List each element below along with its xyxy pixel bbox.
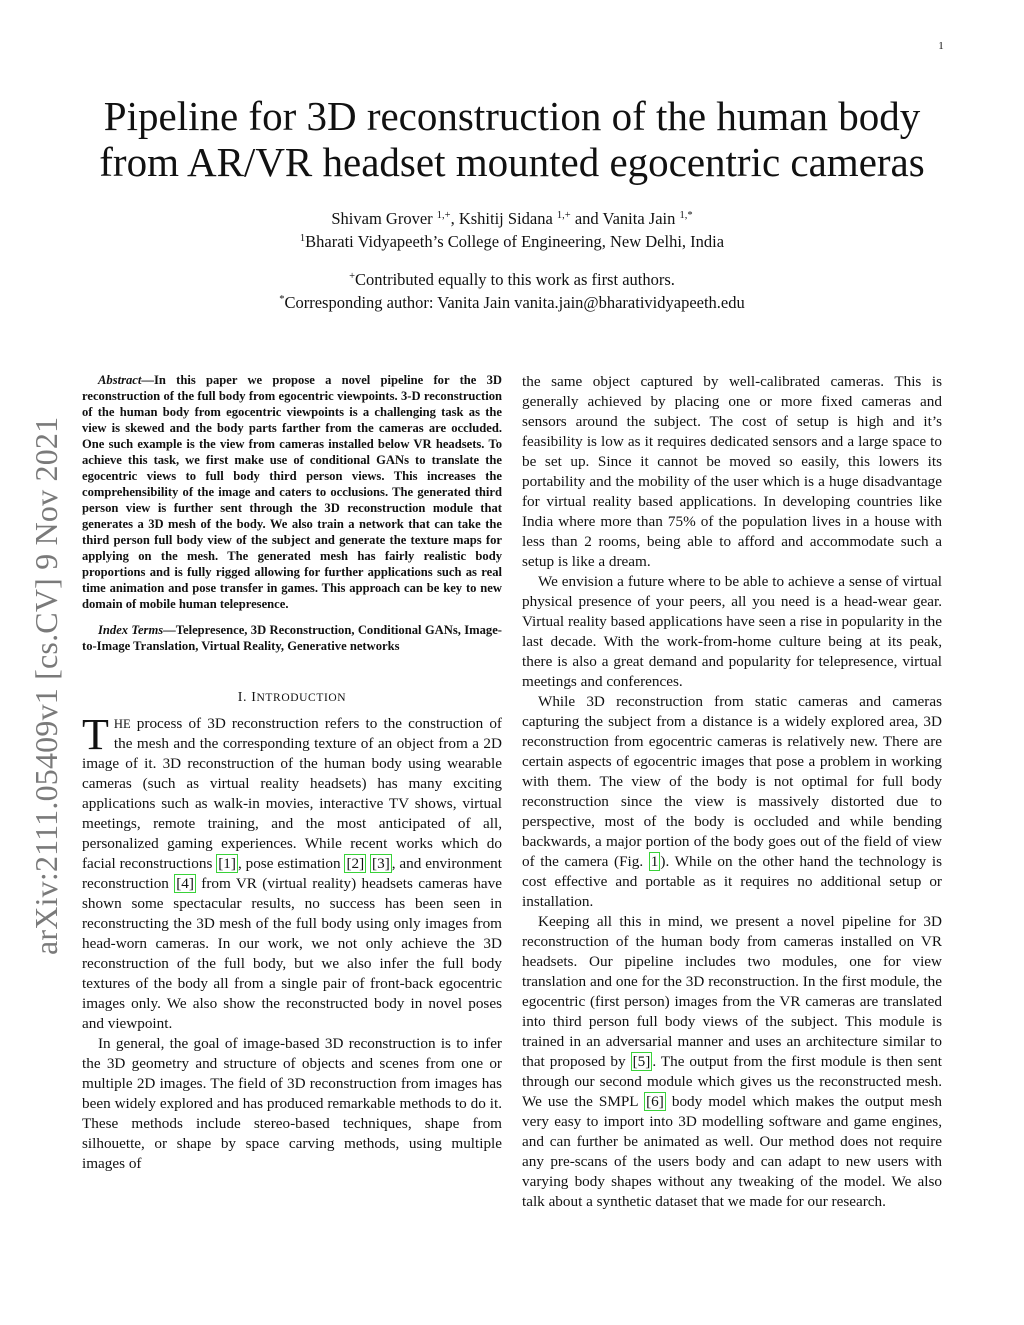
author-notes	[0, 268, 1024, 314]
affiliation: $^1$Bharati Vidyapeeth’s College of Engineering, New Delhi, India	[299, 232, 725, 251]
left-column	[82, 372, 502, 1174]
citation-link[interactable]: [5]	[632, 1053, 651, 1070]
right-paragraph-1: the same object captured by well-calibrated cameras. This is generally achieved by placing one or more fixed cameras and sensors around the subject. The cost of setup is high and it’s feasibility is low as it requires dedicated sensors and a large space to be set up. Since it cannot be moved so easily, this lowers its portability and the mobility of the user which is a huge disadvantage for virtual reality based applications. In developing countries like India where more than 75% of the population lives in a house with less than 2 rooms, being able to afford and accommodate such a setup is like a dream.	[522, 373, 942, 570]
citation-link[interactable]: [2]	[346, 855, 365, 872]
abstract	[82, 372, 502, 612]
intro-paragraph-1: THE process of 3D reconstruction refers to the construction of the mesh and the corresponding texture of an object from a 2D image of it. 3D reconstruction of the human body using wearable cameras (such as virtual reality headsets) has many exciting applications such as walk-in movies, interactive TV shows, virtual meetings, remote training, and the most anticipated of all, personalized gaming experiences. While recent works which do facial reconstructions [1] , pose estimation [2] [3] , and environment reconstruction [4] from VR (virtual reality) headsets cameras have shown some spectacular results, no success has been seen in reconstructing the 3D mesh of the full body using only images from head-worn cameras. In our work, we not only achieve the 3D reconstruction of the full body, but we also infer the full body textures of the body all from a single pair of front-back egocentric images only. We also show the reconstructed body in novel poses and viewpoint.	[82, 710, 502, 1032]
drop-cap: T	[82, 710, 109, 759]
index-terms-label: Index Terms	[98, 623, 164, 637]
abstract-text: —In this paper we propose a novel pipeline for the 3D reconstruction of the full body from egocentric viewpoints. 3-D reconstruction of the human body from egocentric viewpoints is a challenging task as the view is skewed and the body parts farther from the cameras are occluded. One such example is the view from cameras installed below VR headsets. To achieve this task, we first make use of conditional GANs to translate the egocentric views to full body third person views. This increases the comprehensibility of the image and caters to occlusions. The generated third person view is further sent through the 3D reconstruction module that generates a 3D mesh of the body. We also train a network that can take the third person full body view of the subject and generate the texture maps for applying on the mesh. The generated mesh has fairly realistic body proportions and is fully rigged allowing for further applications such as real time animation and pose transfer in games. This approach can be key to new domain of mobile human telepresence.	[82, 373, 502, 611]
paper-title	[60, 93, 964, 185]
right-paragraph-2: We envision a future where to be able to achieve a sense of virtual physical presence of your peers, all you need is a head-wear gear. Virtual reality based applications have seen a rise in popularity in the last decade. With the work-from-home culture being at its peak, there is also a great demand and popularity for telepresence, virtual meetings and conferences.	[522, 573, 942, 690]
page-number: 1	[938, 40, 944, 52]
equal-contribution-note: +Contributed equally to this work as first authors.	[349, 270, 675, 289]
title-line-2: from AR/VR headset mounted egocentric cameras	[99, 139, 925, 185]
right-column	[522, 372, 942, 1212]
title-line-1: Pipeline for 3D reconstruction of the human body	[103, 93, 921, 139]
author-block	[0, 207, 1024, 253]
section-heading-introduction: I. INTRODUCTION	[237, 690, 347, 705]
citation-link[interactable]: [6]	[646, 1093, 664, 1110]
figure-reference-link[interactable]: 1	[650, 853, 659, 870]
introduction-body	[82, 710, 502, 1174]
author-names: Shivam Grover $^{1,+}$, Kshitij Sidana $^{1,+}$ and Vanita Jain $^{1,*}$	[331, 209, 693, 228]
index-terms	[82, 622, 502, 654]
citation-link[interactable]: [3]	[372, 855, 390, 872]
intro-paragraph-2: In general, the goal of image-based 3D reconstruction is to infer the 3D geometry and structure of objects and scenes from one or multiple 2D images. The field of 3D reconstruction from images has been widely explored and has produced remarkable methods to do it. These methods include stereo-based techniques, shape from silhouette, or shape by space carving methods, using multiple images of	[82, 1035, 502, 1172]
index-terms-text: —Telepresence, 3D Reconstruction, Conditional GANs, Image-to-Image Translation, Virtual Reality, Generative networks	[82, 623, 502, 653]
citation-link[interactable]: [4]	[176, 875, 194, 892]
corresponding-author-note: *Corresponding author: Vanita Jain vanita.jain@bharatividyapeeth.edu	[279, 293, 745, 312]
citation-link[interactable]: [1]	[218, 855, 236, 872]
abstract-label: Abstract	[98, 373, 142, 387]
arxiv-identifier-stamp: arXiv:2111.05409v1 [cs.CV] 9 Nov 2021	[28, 416, 64, 955]
right-paragraph-4: Keeping all this in mind, we present a novel pipeline for 3D reconstruction of the human body from cameras installed on VR headsets. Our pipeline includes two modules, one for view translation and one for the 3D reconstruction. In the first module, the egocentric (first person) images from the VR cameras are translated into third person full body views of the subject. This module is trained in an adversarial manner and uses an architecture similar to that proposed by [5] . The output from the first module is then sent through our second module which gives us the reconstructed mesh. We use the SMPL [6] body model which makes the output mesh very easy to import into 3D modelling software and game engines, and can further be animated as well. Our method does not require any pre-scans of the users body and can adapt to new users with varying body shapes without any tweaking of the model. We also talk about a synthetic dataset that we made for our research.	[522, 913, 942, 1210]
right-paragraph-3: While 3D reconstruction from static cameras and cameras capturing the subject from a distance is a widely explored area, 3D reconstruction from egocentric cameras is relatively new. There are certain aspects of egocentric images that pose a problem in working with them. The view of the body is not optimal for full body reconstruction since the view is massively distorted due to perspective, most of the body is occluded and while bending backwards, a major portion of the body goes out of the field of view of the camera (Fig. 1 ). While on the other hand the technology is cost effective and portable as it requires no additional setup or installation.	[522, 693, 942, 910]
